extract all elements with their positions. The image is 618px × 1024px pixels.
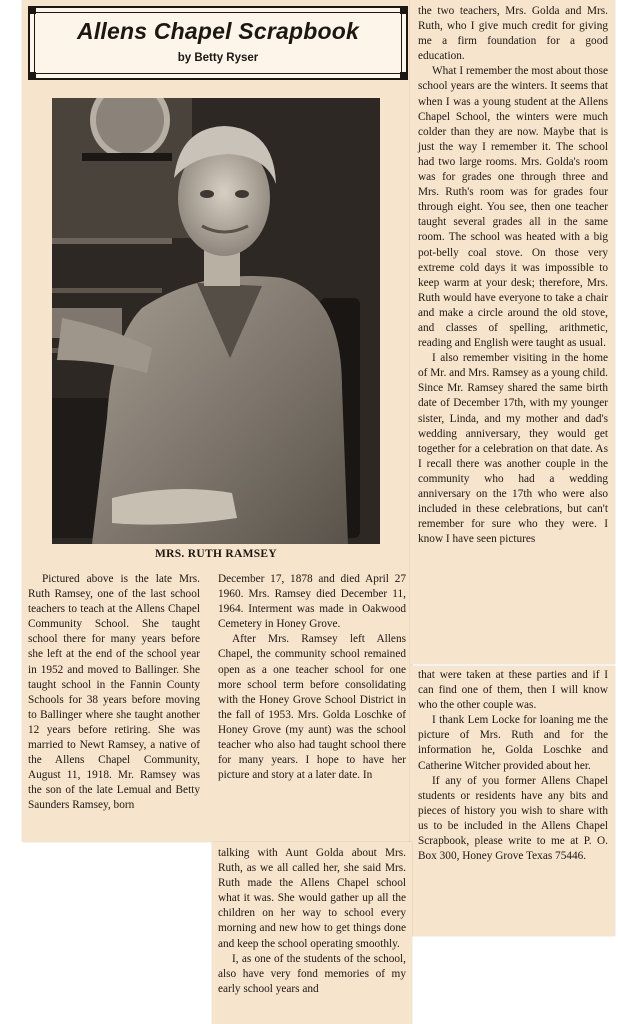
- masthead-corner-ornament: [28, 72, 36, 80]
- portrait-photo: [52, 98, 380, 544]
- byline: by Betty Ryser: [177, 52, 259, 64]
- portrait-illustration: [52, 98, 380, 544]
- masthead-corner-ornament: [400, 72, 408, 80]
- article-column-middle-lower: [218, 846, 406, 997]
- paragraph: Pictured above is the late Mrs. Ruth Ramsey, one of the last school teachers to teach at the Allens Chapel Community School. She taught school there for many years before she left at the end of the school year in 1952 and moved to Ballinger. She taught school in the Fannin County Schools for 38 years before moving to Ballinger where she taught another 12 years before retiring. She was married to Newt Ramsey, a native of the Allens Chapel Community, August 11, 1918. Mr. Ramsey was the son of the late Lemual and Betty Saunders Ramsey, born: [28, 573, 200, 812]
- scrapbook-title: Allens Chapel Scrapbook: [77, 18, 359, 44]
- masthead: [28, 6, 408, 80]
- article-column-left: [28, 572, 200, 814]
- article-column-right-lower: [418, 668, 608, 864]
- paragraph: After Mrs. Ramsey left Allens Chapel, the community school remained open as a one teacher school for one more school term before consolidating with the Honey Grove School District in the fall of 1953. Mrs. Golda Loschke of Honey Grove (my aunt) was the school teacher who also had taught school there for many years. I hope to have her picture and story at a later date. In: [218, 633, 406, 782]
- masthead-corner-ornament: [400, 6, 408, 14]
- paragraph: I also remember visiting in the home of Mr. and Mrs. Ramsey as a young child. Since Mr. Ramsey shared the same birth date of December 17th, with my younger sister, Linda, and my mother and dad's wedding anniversary, they would get together for a celebration on that date. As I recall there was another couple in the community who had a wedding anniversary on the 17th who were also included in these celebrations, but can't remember for sure who they were. I know I have seen pictures: [418, 352, 608, 546]
- photo-caption: MRS. RUTH RAMSEY: [154, 548, 278, 560]
- paragraph: that were taken at these parties and if I can find one of them, then I will know who the other couple was.: [418, 669, 608, 712]
- masthead-corner-ornament: [28, 6, 36, 14]
- paragraph: talking with Aunt Golda about Mrs. Ruth, as we all called her, she said Mrs. Ruth made the Allens Chapel school what it was. She would gather up all the children on her way to school every morning and new how to get things done and keep the school operating smoothly.: [218, 847, 406, 950]
- paragraph: What I remember the most about those school years are the winters. It seems that when I was a young student at the Allens Chapel School, the winters were much colder than they are now. Maybe that is just the way I remember it. The school had two large rooms. Mrs. Golda's room was for grades one through three and Mrs. Ruth's room was for grades four through eight. You see, then one teacher taught several grades all in the same room. The school was heated with a big pot-belly coal stove. On those very extreme cold days it was impossible to keep warm at your desk; therefore, Mrs. Ruth would have everyone to take a chair and make a circle around the old stove, and classes of spelling, arithmetic, reading and English were taught as usual.: [418, 65, 608, 350]
- paragraph: December 17, 1878 and died April 27 1960. Mrs. Ramsey died December 11, 1964. Interment was made in Oakwood Cemetery in Honey Grove.: [218, 573, 406, 631]
- paragraph: I, as one of the students of the school, also have very fond memories of my early school years and: [218, 952, 406, 995]
- paragraph: I thank Lem Locke for loaning me the picture of Mrs. Ruth and for the information he, Golda Loschke and Catherine Witcher provided about her.: [418, 714, 608, 772]
- article-column-right-upper: [418, 4, 608, 547]
- article-column-middle-upper: [218, 572, 406, 783]
- paragraph: If any of you former Allens Chapel students or residents have any bits and pieces of history you wish to share with us to be included in the Allens Chapel Scrapbook, please write to me at P. O. Box 300, Honey Grove Texas 75446.: [418, 774, 608, 863]
- paragraph: the two teachers, Mrs. Golda and Mrs. Ruth, who I give much credit for giving me a firm foundation for a good education.: [418, 5, 608, 63]
